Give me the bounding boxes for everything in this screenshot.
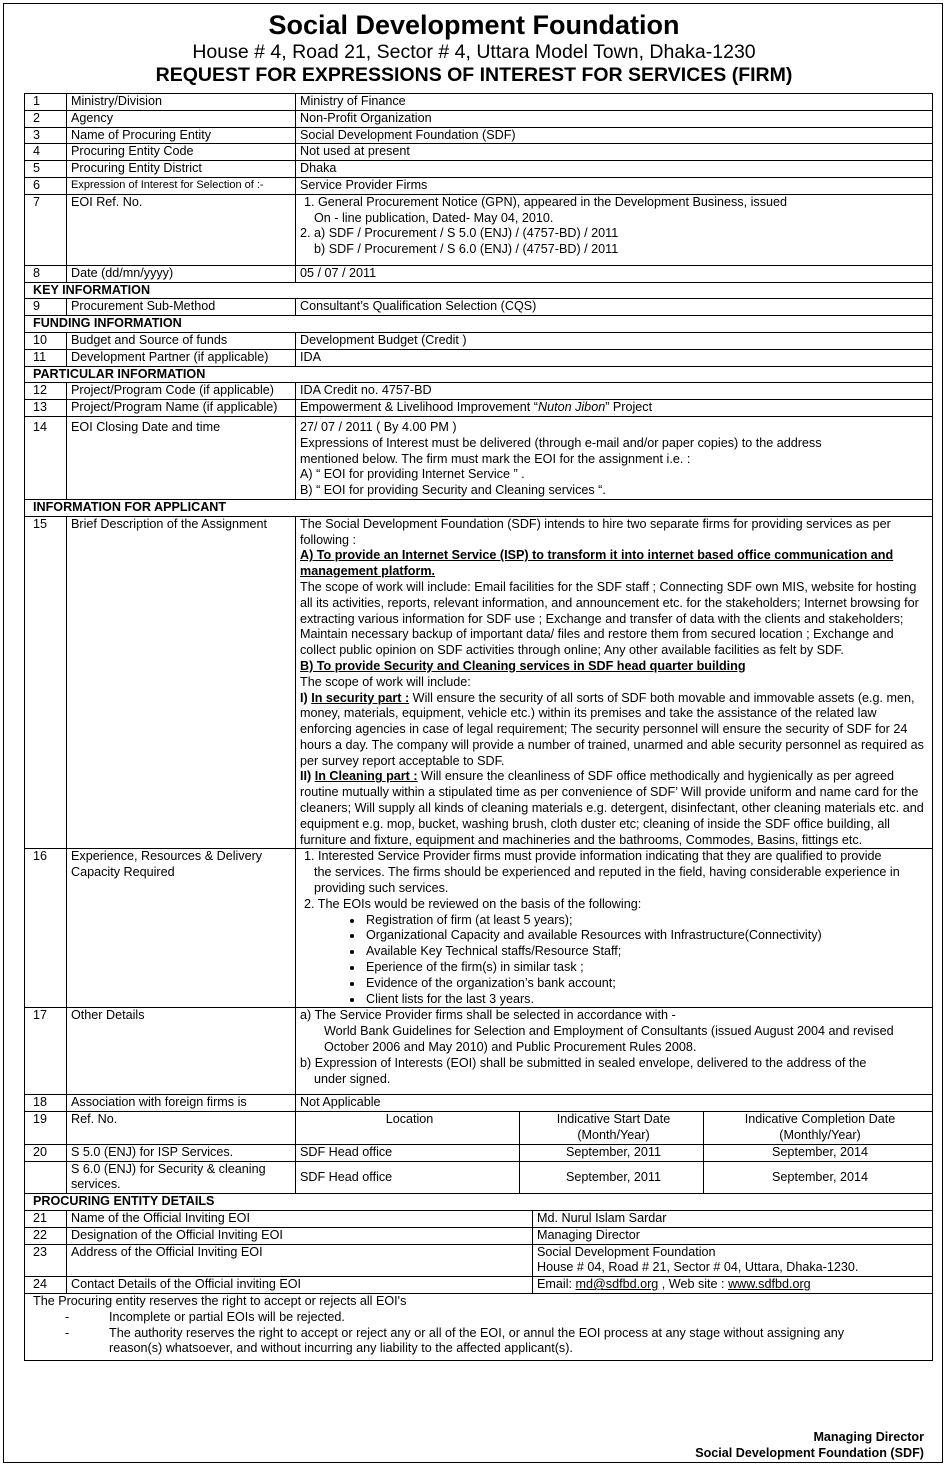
review-criteria-list <box>300 913 924 1008</box>
email-link[interactable]: md@sdfbd.org <box>575 1277 659 1292</box>
section-header: KEY INFORMATION <box>25 282 933 299</box>
table-row: 6 Expression of Interest for Selection of :- Service Provider Firms <box>25 177 933 194</box>
signature-org: Social Development Foundation (SDF) <box>695 1446 924 1460</box>
table-row: 16 Experience, Resources & Delivery Capacity Required 1. Interested Service Provider firms must provide information indicating that they are qualified to provide the services. The firms should be experienced and reputed in the field, having considerable experience in providing such services. 2. The EOIs would be reviewed on the basis of the following: • Registration of firm (at least 5 years); • Organizational Capacity and available Resources with Infrastructure(Connectivity) • Available Key Technical staffs/Resource Staff; • Eperience of the firm(s) in similar task ; • Evidence of the organization’s bank account; • Client lists for the last 3 years. <box>25 849 933 1008</box>
assignment-a-title: A) To provide an Internet Service (ISP) to transform it into internet based office communication and management platform. <box>300 548 894 579</box>
table-row: 9 Procurement Sub-Method Consultant’s Qualification Selection (CQS) <box>25 299 933 316</box>
website-link[interactable]: www.sdfbd.org <box>728 1277 811 1292</box>
table-row: 15 Brief Description of the Assignment The Social Development Foundation (SDF) intends to hire two separate firms for providing services as per following : A) To provide an Internet Service (ISP) to transform it into internet based office communication and management platform. The scope of work will include: Email facilities for the SDF staff ; Connecting SDF own MIS, website for hosting all its activities, reports, relevant information, and announcement etc. for the stakeholders; Internet browsing for extracting various information for SDF use ; Exchange and transfer of data with the clients and stakeholders; Maintain necessary backup of important data/ files and restore them from secured location ; Exchange and collect public opinion on SDF activities through online; Any other available facilities as felt by SDF. B) To provide Security and Cleaning services in SDF head quarter building The scope of work will include: I) In security part : Will ensure the security of all sorts of SDF both movable and immovable assets (e.g. men, money, materials, equipment, vehicle etc.) within its premises and take the assistance of the related law enforcing agencies in case of legal requirement; The security personnel will ensure the security of SDF for 24 hours a day. The company will provide a number of trained, unarmed and able security personnel as required as per survey report acceptable to SDF. II) In Cleaning part : Will ensure the cleanliness of SDF office methodically and hygienically as per agreed routine mutually within a stipulated time as per convenience of SDF’ Will provide uniform and name card for the cleaners; Will supply all kinds of cleaning materials e.g. detergent, disinfectant, other cleaning materials etc. and equipment e.g. mop, bucket, washing brush, cloth duster etc; cleaning of inside the SDF office building, all furniture and fixture, equipment and machineries and the bathrooms, Commodes, Basins, fittings etc. <box>25 516 933 849</box>
table-row: S 6.0 (ENJ) for Security & cleaning services. SDF Head office September, 2011 September, 2014 <box>25 1161 933 1194</box>
section-header: PARTICULAR INFORMATION <box>25 366 933 383</box>
table-row: 12 Project/Program Code (if applicable) IDA Credit no. 4757-BD <box>25 383 933 400</box>
table-row: 14 EOI Closing Date and time 27/ 07 / 2011 ( By 4.00 PM ) Expressions of Interest must be delivered (through e-mail and/or paper copies) to the address mentioned below. The firm must mark the EOI for the assignment i.e. : A) “ EOI for providing Internet Service ” . B) “ EOI for providing Security and Cleaning services “. <box>25 416 933 499</box>
table-row: 22 Designation of the Official Inviting EOI Managing Director <box>25 1227 933 1244</box>
section-header: FUNDING INFORMATION <box>25 316 933 333</box>
table-row: 11 Development Partner (if applicable) IDA <box>25 349 933 366</box>
table-row: 4 Procuring Entity Code Not used at present <box>25 144 933 161</box>
table-row: 20 S 5.0 (ENJ) for ISP Services. SDF Head office September, 2011 September, 2014 <box>25 1144 933 1161</box>
table-row: 2 Agency Non-Profit Organization <box>25 110 933 127</box>
table-row: 10 Budget and Source of funds Development Budget (Credit ) <box>25 332 933 349</box>
conditions-list <box>33 1310 892 1357</box>
eoi-ref-line: 2. a) SDF / Procurement / S 5.0 (ENJ) / (4757-BD) / 2011 <box>300 226 619 241</box>
assignment-b-title: B) To provide Security and Cleaning services in SDF head quarter building <box>300 658 746 673</box>
list-item: • Client lists for the last 3 years. <box>364 992 924 1008</box>
table-row: 23 Address of the Official Inviting EOI Social Development Foundation House # 04, Road # 21, Sector # 04, Uttara, Dhaka-1230. <box>25 1244 933 1277</box>
eoi-table <box>24 93 933 1361</box>
footer-row <box>25 1294 933 1361</box>
organization-title: Social Development Foundation <box>268 10 680 40</box>
eoi-ref-line: On - line publication, Dated- May 04, 2010. <box>314 210 554 225</box>
request-title: REQUEST FOR EXPRESSIONS OF INTEREST FOR SERVICES (FIRM) <box>155 64 793 86</box>
table-row: 5 Procuring Entity District Dhaka <box>25 161 933 178</box>
list-item: - Incomplete or partial EOIs will be rejected. <box>109 1310 892 1326</box>
list-item: • Available Key Technical staffs/Resource Staff; <box>364 944 924 960</box>
table-row: 7 EOI Ref. No. 1. General Procurement Notice (GPN), appeared in the Development Business, issued On - line publication, Dated- May 04, 2010. 2. a) SDF / Procurement / S 5.0 (ENJ) / (4757-BD) / 2011 b) SDF / Procurement / S 6.0 (ENJ) / (4757-BD) / 2011 <box>25 194 933 265</box>
eoi-ref-line: 1. General Procurement Notice (GPN), appeared in the Development Business, issued <box>304 194 788 209</box>
section-header: INFORMATION FOR APPLICANT <box>25 499 933 516</box>
reserve-statement: The Procuring entity reserves the right to accept or rejects all EOI's <box>33 1294 407 1308</box>
organization-address: House # 4, Road 21, Sector # 4, Uttara Model Town, Dhaka-1230 <box>192 41 756 63</box>
section-header: PROCURING ENTITY DETAILS <box>25 1194 933 1211</box>
table-row: 3 Name of Procuring Entity Social Development Foundation (SDF) <box>25 127 933 144</box>
table-row: 21 Name of the Official Inviting EOI Md. Nurul Islam Sardar <box>25 1211 933 1228</box>
signature-title: Managing Director <box>813 1430 924 1444</box>
table-row: 13 Project/Program Name (if applicable) Empowerment & Livelihood Improvement “Nuton Jibon” Project <box>25 400 933 417</box>
table-row: 1 Ministry/Division Ministry of Finance <box>25 94 933 111</box>
list-item: - The authority reserves the right to accept or reject any or all of the EOI, or annul the EOI process at any stage without assigning any reason(s) whatsoever, and without incurring any liability to the affected applicant(s). <box>109 1326 892 1358</box>
list-item: • Evidence of the organization’s bank account; <box>364 976 924 992</box>
table-header-row: 19 Ref. No. Location Indicative Start Date (Month/Year) Indicative Completion Date (Monthly/Year) <box>25 1112 933 1145</box>
table-row: 24 Contact Details of the Official inviting EOI Email: md@sdfbd.org , Web site : www.sdfbd.org <box>25 1277 933 1294</box>
table-row: 18 Association with foreign firms is Not Applicable <box>25 1095 933 1112</box>
table-row: 8 Date (dd/mn/yyyy) 05 / 07 / 2011 <box>25 265 933 282</box>
list-item: • Organizational Capacity and available Resources with Infrastructure(Connectivity) <box>364 928 924 944</box>
table-row: 17 Other Details a) The Service Provider firms shall be selected in accordance with - World Bank Guidelines for Selection and Employment of Consultants (issued August 2004 and revised October 2006 and May 2010) and Public Procurement Rules 2008. b) Expression of Interests (EOI) shall be submitted in sealed envelope, delivered to the address of the under signed. <box>25 1008 933 1095</box>
list-item: • Registration of firm (at least 5 years); <box>364 913 924 929</box>
eoi-ref-line: b) SDF / Procurement / S 6.0 (ENJ) / (4757-BD) / 2011 <box>314 242 619 257</box>
list-item: • Eperience of the firm(s) in similar task ; <box>364 960 924 976</box>
